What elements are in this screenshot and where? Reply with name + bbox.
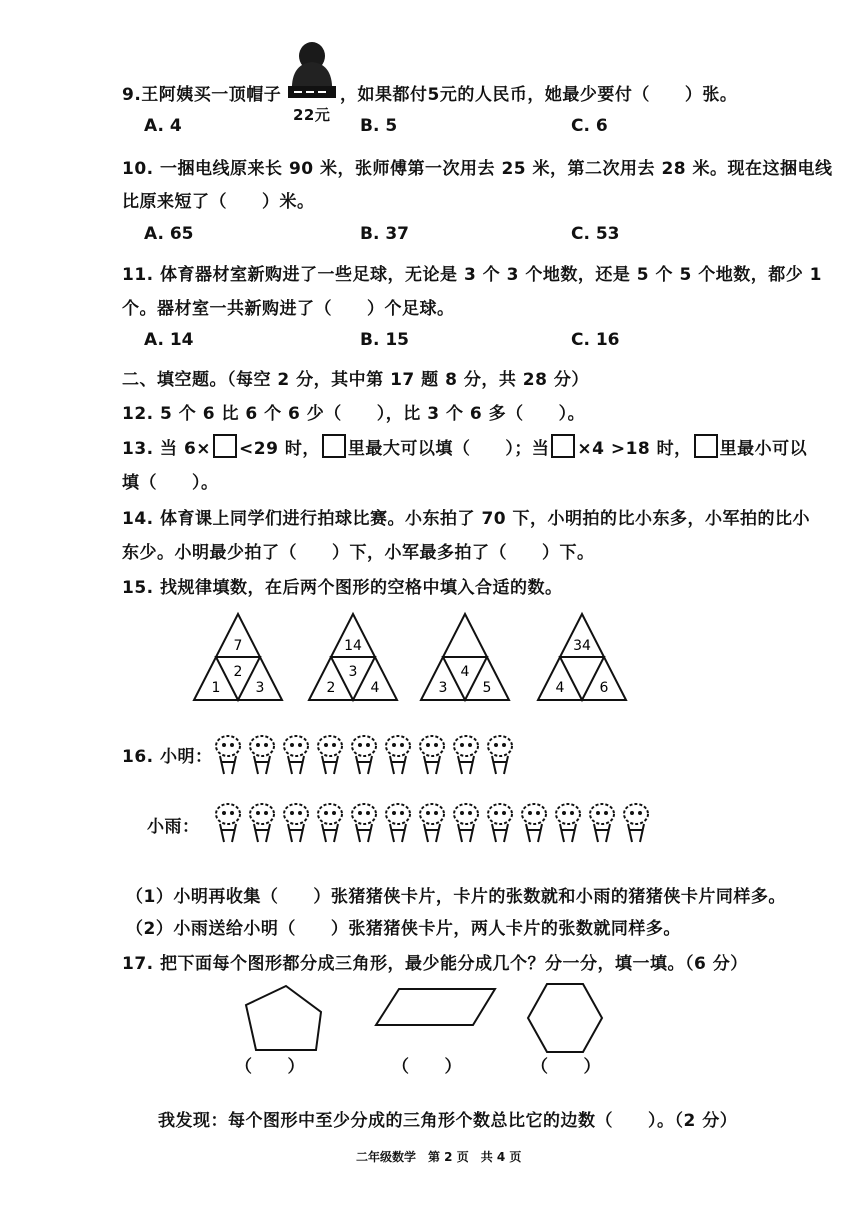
q14-line1: 14. 体育课上同学们进行拍球比赛。小东拍了 70 下，小明拍的比小东多，小军拍的比小 — [122, 509, 811, 529]
q17-blank-1: （ ） — [235, 1057, 305, 1077]
q10-option-c: C. 53 — [571, 224, 620, 244]
q16-xiaoyu-label: 小雨： — [147, 817, 200, 837]
q14-line2: 东少。小明最少拍了（ ）下，小军最多拍了（ ）下。 — [122, 543, 595, 563]
triangle-number-left: 2 — [326, 680, 336, 696]
q13-part-c: 里最大可以填（ ）；当 — [347, 439, 550, 459]
q10-line2: 比原来短了（ ）米。 — [122, 192, 315, 212]
triangle-number-top: 14 — [344, 638, 362, 654]
hexagon-shape — [528, 984, 602, 1052]
q12-text: 12. 5 个 6 比 6 个 6 少（ ），比 3 个 6 多（ ）。 — [122, 404, 586, 424]
q15-text: 15. 找规律填数，在后两个图形的空格中填入合适的数。 — [122, 578, 563, 598]
q9-text-before: 9.王阿姨买一顶帽子 — [122, 85, 282, 105]
triangle-number-left: 3 — [438, 680, 448, 696]
q16-sub2: （2）小雨送给小明（ ）张猪猪侠卡片，两人卡片的张数就同样多。 — [126, 919, 681, 939]
q11-line2: 个。器材室一共新购进了（ ）个足球。 — [122, 299, 455, 319]
q10-option-a: A. 65 — [144, 224, 194, 244]
hat-price-label: 22元 — [293, 106, 331, 124]
q13-line2: 填（ ）。 — [122, 473, 219, 493]
triangle-number-left: 4 — [555, 680, 565, 696]
q13-part-b: <29 时， — [239, 439, 320, 459]
q11-option-c: C. 16 — [571, 330, 620, 350]
q11-option-a: A. 14 — [144, 330, 194, 350]
q10-line1: 10. 一捆电线原来长 90 米，张师傅第一次用去 25 米，第二次用去 28 米。现在这捆电线 — [122, 159, 833, 179]
pentagon-shape — [246, 986, 321, 1050]
triangle-number-top: 34 — [573, 638, 591, 654]
q16-sub1: （1）小明再收集（ ）张猪猪侠卡片，卡片的张数就和小雨的猪猪侠卡片同样多。 — [126, 887, 786, 907]
q9-text-after: ，如果都付5元的人民币，她最少要付（ ）张。 — [340, 85, 738, 105]
q13-part-d: ×4 >18 时， — [577, 439, 692, 459]
q11-line1: 11. 体育器材室新购进了一些足球，无论是 3 个 3 个地数，还是 5 个 5 个地数，都少 1 — [122, 265, 822, 285]
triangle-number-right: 5 — [482, 680, 492, 696]
triangle-number-center: 3 — [348, 664, 358, 680]
triangle-number-right: 4 — [370, 680, 380, 696]
q9-option-c: C. 6 — [571, 116, 608, 136]
q9-option-b: B. 5 — [360, 116, 398, 136]
q17-blank-3: （ ） — [531, 1057, 601, 1077]
triangle-number-right: 6 — [599, 680, 609, 696]
q17-text: 17. 把下面每个图形都分成三角形，最少能分成几个？分一分，填一填。（6 分） — [122, 954, 748, 974]
section2-title: 二、填空题。（每空 2 分，其中第 17 题 8 分，共 28 分） — [122, 370, 589, 390]
page-footer: 二年级数学 第 2 页 共 4 页 — [356, 1150, 522, 1164]
q17-blank-2: （ ） — [392, 1057, 462, 1077]
q13-part-e: 里最小可以 — [719, 439, 808, 459]
triangle-number-left: 1 — [211, 680, 221, 696]
parallelogram-shape — [376, 989, 495, 1025]
triangle-number-center: 2 — [233, 664, 243, 680]
triangle-number-center: 4 — [460, 664, 470, 680]
q16-xiaoming-label: 16. 小明： — [122, 747, 213, 767]
q17-finding: 我发现：每个图形中至少分成的三角形个数总比它的边数（ ）。（2 分） — [158, 1111, 738, 1131]
triangle-number-top: 7 — [233, 638, 243, 654]
triangle-number-right: 3 — [255, 680, 265, 696]
q13-part-a: 13. 当 6× — [122, 439, 212, 459]
q11-option-b: B. 15 — [360, 330, 409, 350]
q10-option-b: B. 37 — [360, 224, 409, 244]
q9-option-a: A. 4 — [144, 116, 182, 136]
